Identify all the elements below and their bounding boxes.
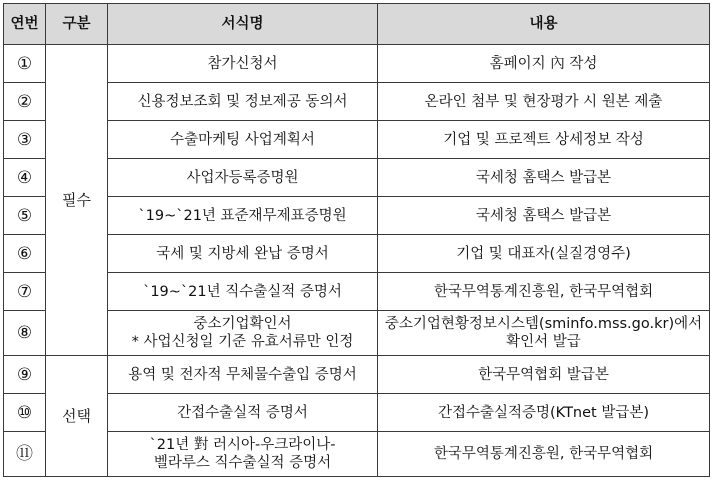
content-cell — [378, 432, 710, 477]
content-line: 한국무역통계진흥원, 한국무역협회 — [433, 283, 654, 300]
row-number: ⑧ — [4, 311, 46, 356]
form-name — [108, 432, 378, 477]
row-number: ② — [4, 83, 46, 121]
row-number: ⑤ — [4, 197, 46, 235]
form-name-line: 중소기업확인서 — [193, 316, 292, 332]
content-line: 간접수출실적증명(KTnet 발급본) — [437, 404, 650, 421]
document-table-wrapper — [3, 3, 710, 477]
form-name — [108, 159, 378, 197]
form-name — [108, 356, 378, 394]
content-cell — [378, 45, 710, 83]
form-name-line: `19~`21년 직수출실적 증명서 — [143, 283, 342, 300]
row-number: ⑥ — [4, 235, 46, 273]
form-name — [108, 273, 378, 311]
row-number: ⑨ — [4, 356, 46, 394]
table-row — [4, 311, 710, 356]
table-row — [4, 83, 710, 121]
form-name — [108, 83, 378, 121]
category-optional: 선택 — [46, 356, 108, 477]
form-name-line: 용역 및 전자적 무체물수출입 증명서 — [128, 366, 357, 383]
table-header-row — [4, 4, 710, 45]
form-name-line: 간접수출실적 증명서 — [177, 404, 308, 421]
header-category: 구분 — [46, 4, 108, 45]
form-name — [108, 121, 378, 159]
table-row — [4, 45, 710, 83]
content-line: 온라인 첨부 및 현장평가 시 원본 제출 — [424, 93, 663, 110]
category-required: 필수 — [46, 45, 108, 356]
form-name-line: 국세 및 지방세 완납 증명서 — [156, 245, 329, 262]
form-name-line: 신용정보조회 및 정보제공 동의서 — [137, 93, 348, 110]
table-row — [4, 394, 710, 432]
table-row — [4, 356, 710, 394]
content-line: 국세청 홈택스 발급본 — [475, 207, 612, 224]
form-name-line: `19~`21년 표준재무제표증명원 — [138, 207, 347, 224]
form-name-line: 사업자등록증명원 — [186, 169, 299, 186]
table-row — [4, 432, 710, 477]
header-content: 내용 — [378, 4, 710, 45]
content-cell — [378, 83, 710, 121]
content-cell — [378, 121, 710, 159]
form-name — [108, 197, 378, 235]
content-cell — [378, 273, 710, 311]
required-documents-table — [3, 3, 710, 477]
table-row — [4, 121, 710, 159]
form-name-line: `21년 對 러시아-우크라이나- — [149, 437, 336, 453]
content-line: 국세청 홈택스 발급본 — [475, 169, 612, 186]
content-cell — [378, 311, 710, 356]
form-name — [108, 235, 378, 273]
content-line: 중소기업현황정보시스템(sminfo.mss.go.kr)에서 — [384, 316, 703, 332]
content-cell — [378, 394, 710, 432]
content-cell — [378, 159, 710, 197]
form-name — [108, 311, 378, 356]
content-line: 확인서 발급 — [506, 334, 581, 350]
form-name-line: 수출마케팅 사업계획서 — [170, 131, 315, 148]
form-name — [108, 394, 378, 432]
form-name — [108, 45, 378, 83]
row-number: ⑩ — [4, 394, 46, 432]
content-cell — [378, 235, 710, 273]
form-name-line: 벨라루스 직수출실적 증명서 — [153, 455, 332, 471]
form-note-line: * 사업신청일 기준 유효서류만 인정 — [131, 334, 354, 350]
content-cell — [378, 356, 710, 394]
row-number: ④ — [4, 159, 46, 197]
row-number: ① — [4, 45, 46, 83]
content-line: 홈페이지 內 작성 — [489, 55, 598, 72]
content-line: 한국무역통계진흥원, 한국무역협회 — [433, 446, 654, 462]
header-no: 연번 — [4, 4, 46, 45]
content-cell — [378, 197, 710, 235]
table-row — [4, 235, 710, 273]
form-name-line: 참가신청서 — [207, 55, 278, 72]
content-line: 한국무역협회 발급본 — [478, 366, 609, 383]
table-row — [4, 273, 710, 311]
content-line: 기업 및 대표자(실질경영주) — [456, 245, 631, 262]
row-number: ③ — [4, 121, 46, 159]
content-line: 기업 및 프로젝트 상세정보 작성 — [443, 131, 644, 148]
table-row — [4, 159, 710, 197]
row-number: ⑦ — [4, 273, 46, 311]
row-number: ⑪ — [4, 432, 46, 477]
table-row — [4, 197, 710, 235]
header-form: 서식명 — [108, 4, 378, 45]
